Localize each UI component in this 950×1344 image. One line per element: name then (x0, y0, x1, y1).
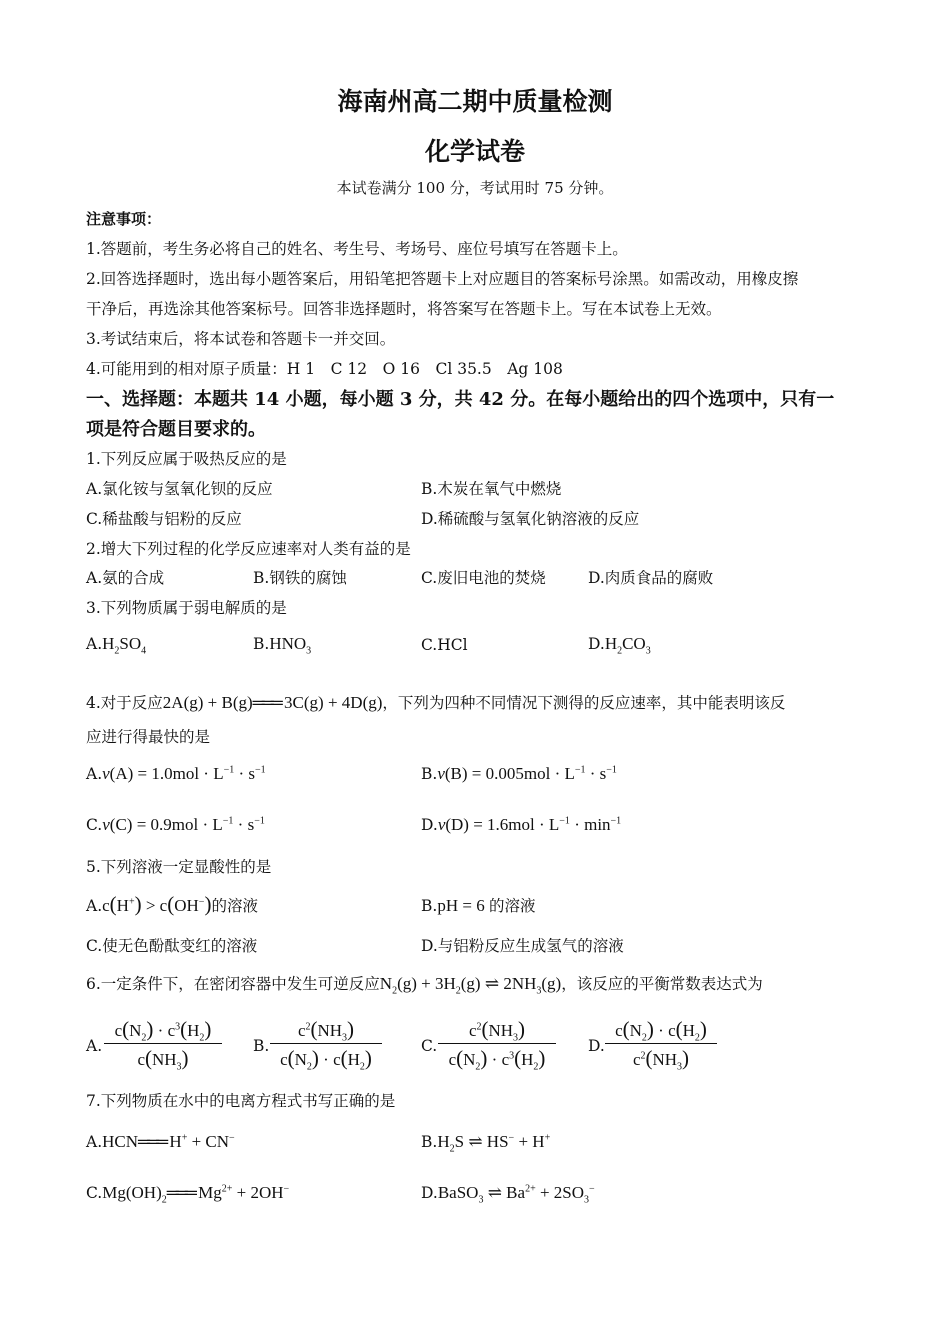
q6-option-c-denominator: $c(N_2) \cdot c^3(H_2)$ (448, 1046, 546, 1073)
q4-option-c-formula: $v(C) = 0.9mol \cdot L^{-1} \cdot s^{-1}$ (102, 815, 265, 834)
page-title: 海南州高二期中质量检测 (337, 87, 613, 116)
q1-option-a: A.氯化铵与氢氧化钡的反应 (86, 480, 273, 498)
q2-option-b: B.钢铁的腐蚀 (253, 569, 347, 587)
q4-option-d-formula: $v(D) = 1.6mol \cdot L^{-1} \cdot \min^{-1}$ (437, 815, 622, 834)
q7-stem: 7.下列物质在水中的电离方程式书写正确的是 (86, 1092, 396, 1110)
q3-option-a-label: A. (86, 635, 103, 653)
q4-stem-line-2: 应进行得最快的是 (86, 728, 211, 746)
q6-option-c-label: C. (421, 1037, 438, 1055)
exam-info: 本试卷满分 100 分，考试用时 75 分钟。 (336, 179, 614, 197)
q4-option-b-formula: $v(B) = 0.005mol \cdot L^{-1} \cdot s^{-1}$ (437, 764, 617, 783)
q5-stem: 5.下列溶液一定显酸性的是 (86, 858, 272, 876)
q5-option-a-suffix: 的溶液 (211, 897, 258, 915)
q3-option-a (86, 634, 147, 657)
q7-option-d-label: D. (421, 1184, 438, 1202)
q4-stem-line-1 (86, 691, 785, 713)
q5-option-b-suffix: 的溶液 (488, 897, 536, 915)
q5-option-a (86, 892, 258, 917)
q5-option-c: C.使无色酚酞变红的溶液 (86, 937, 258, 955)
q3-option-b-label: B. (253, 635, 270, 653)
q5-option-a-label: A. (86, 897, 103, 915)
q2-option-a: A.氨的合成 (86, 569, 165, 587)
notice-item-1: 1.答题前，考生务必将自己的姓名、考生号、考场号、座位号填写在答题卡上。 (86, 240, 628, 258)
q6-option-c-numerator: $c^2(NH_3)$ (438, 1017, 556, 1044)
q6-option-a-fraction (104, 1017, 222, 1071)
q6-option-c-fraction (438, 1017, 556, 1071)
q4-option-d (421, 815, 621, 835)
q3-option-b-formula: $HNO_3$ (269, 634, 312, 657)
q6-stem (86, 972, 763, 997)
q7-option-b (421, 1132, 551, 1155)
q6-option-a-denominator: $c(NH_3)$ (137, 1046, 189, 1073)
q6-option-b-denominator: $c(N_2) \cdot c(H_2)$ (280, 1046, 372, 1073)
q7-option-c-label: C. (86, 1184, 103, 1202)
q5-option-b-label: B. (421, 897, 438, 915)
q7-option-a (86, 1132, 235, 1152)
q4-option-b-label: B. (421, 765, 438, 783)
q4-option-a (86, 764, 266, 784)
q6-stem-suffix: ，该反应的平衡常数表达式为 (561, 975, 763, 993)
q3-option-b (253, 634, 312, 657)
q5-option-a-formula: c(H+) > c(OH−) (102, 892, 212, 916)
q6-option-d-label: D. (588, 1037, 605, 1055)
q3-option-d-label: D. (588, 635, 605, 653)
q7-option-c (86, 1183, 290, 1206)
q7-option-a-label: A. (86, 1133, 103, 1151)
q6-reaction-equation: $N_2(g) + 3H_2(g)$ ⇌ $2NH_3(g)$ (379, 974, 562, 997)
notice-item-3: 3.考试结束后，将本试卷和答题卡一并交回。 (86, 330, 396, 348)
q6-option-a-label: A. (86, 1037, 103, 1055)
q4-stem-suffix: ，下列为四种不同情况下测得的反应速率，其中能表明该反 (382, 694, 786, 712)
page-subtitle: 化学试卷 (424, 137, 525, 166)
q3-stem: 3.下列物质属于弱电解质的是 (86, 599, 287, 617)
q1-option-d: D.稀硫酸与氢氧化钠溶液的反应 (421, 510, 640, 528)
section-heading-line-1: 一、选择题：本题共 14 小题，每小题 3 分，共 42 分。在每小题给出的四个选项中，只有一 (86, 389, 835, 410)
q4-option-b (421, 764, 617, 784)
q6-option-b-fraction (270, 1017, 382, 1071)
q4-option-d-label: D. (421, 816, 438, 834)
q5-option-d: D.与铝粉反应生成氢气的溶液 (421, 937, 624, 955)
q4-reaction-equation: 2A(g) + B(g)═══ 3C(g) + 4D(g) (162, 693, 383, 712)
q3-option-d (588, 634, 651, 657)
q4-option-a-formula: $v(A) = 1.0mol \cdot L^{-1} \cdot s^{-1}$ (102, 764, 266, 783)
q4-stem-prefix: 4.对于反应 (86, 694, 163, 712)
notice-item-2-line-1: 2.回答选择题时，选出每小题答案后，用铅笔把答题卡上对应题目的答案标号涂黑。如需改动，用橡皮擦 (86, 270, 799, 288)
q2-option-c: C.废旧电池的焚烧 (421, 569, 546, 587)
q6-option-b-label: B. (253, 1037, 270, 1055)
q6-option-d-fraction (605, 1017, 717, 1071)
q7-option-d-formula: BaSO$_3$ ⇌ $Ba^{2+} + 2SO_3^-$ (437, 1183, 595, 1206)
q1-option-b: B.木炭在氧气中燃烧 (421, 480, 562, 498)
notice-item-2-line-2: 干净后，再选涂其他答案标号。回答非选择题时，将答案写在答题卡上。写在本试卷上无效。 (86, 300, 722, 318)
q4-option-a-label: A. (86, 765, 103, 783)
q7-option-c-formula: $Mg(OH)_2═══$ $Mg^{2+} + 2OH^-$ (102, 1183, 290, 1206)
q6-option-d-numerator: $c(N_2) \cdot c(H_2)$ (605, 1017, 717, 1044)
notice-heading: 注意事项： (86, 210, 162, 228)
q2-stem: 2.增大下列过程的化学反应速率对人类有益的是 (86, 540, 411, 558)
q4-option-c (86, 815, 265, 835)
q6-option-b-numerator: $c^2(NH_3)$ (270, 1017, 382, 1044)
section-heading-line-2: 项是符合题目要求的。 (86, 419, 266, 440)
q1-option-c: C.稀盐酸与铝粉的反应 (86, 510, 242, 528)
q7-option-b-label: B. (421, 1133, 438, 1151)
q6-option-a-numerator: $c(N_2) \cdot c^3(H_2)$ (104, 1017, 222, 1044)
q7-option-a-formula: HCN═══ H+ + CN− (102, 1132, 235, 1151)
q2-option-d: D.肉质食品的腐败 (588, 569, 714, 587)
q5-option-b-formula: pH = 6 (437, 896, 489, 915)
q6-stem-prefix: 6.一定条件下，在密闭容器中发生可逆反应 (86, 975, 380, 993)
q3-option-c: C.HCl (421, 636, 468, 654)
q7-option-b-formula: $H_2S$ ⇌ HS− + H+ (437, 1132, 551, 1155)
notice-item-4: 4.可能用到的相对原子质量：H 1 C 12 O 16 Cl 35.5 Ag 108 (86, 360, 563, 378)
q6-option-d-denominator: $c^2(NH_3)$ (632, 1046, 690, 1073)
q1-stem: 1.下列反应属于吸热反应的是 (86, 450, 287, 468)
q4-option-c-label: C. (86, 816, 103, 834)
q3-option-a-formula: $H_2SO_4$ (102, 634, 147, 657)
q7-option-d (421, 1183, 595, 1206)
q3-option-d-formula: $H_2CO_3$ (604, 634, 651, 657)
q5-option-b (421, 894, 535, 916)
